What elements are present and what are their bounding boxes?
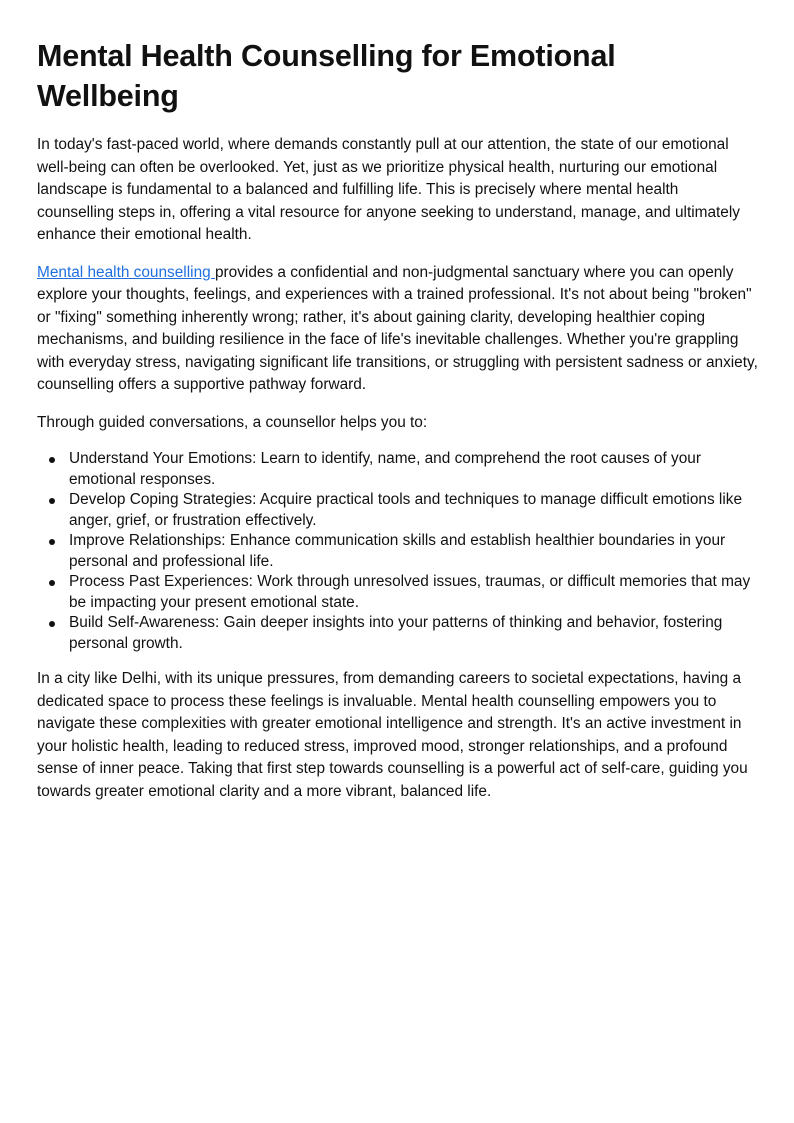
list-item-text: Process Past Experiences: Work through unresolved issues, traumas, or difficult memories that may be impacting your present emotional state.: [69, 573, 751, 611]
list-item: [37, 490, 759, 531]
bullet-icon: [49, 457, 55, 463]
list-item: [37, 613, 759, 654]
list-item: [37, 572, 759, 613]
bullet-icon: [49, 498, 55, 504]
lead-in-paragraph: Through guided conversations, a counsellor helps you to:: [37, 413, 428, 431]
closing-paragraph: In a city like Delhi, with its unique pressures, from demanding careers to societal expectations, having a dedicated space to process these feelings is invaluable. Mental health counselling empowers you to navigate these complexities with greater emotional intelligence and strength. It's an active investment in your holistic health, leading to reduced stress, improved mood, stronger relationships, and a profound sense of inner peace. Taking that first step towards counselling is a powerful act of self-care, guiding you towards greater emotional clarity and a more vibrant, balanced life.: [37, 670, 748, 800]
bullet-icon: [49, 539, 55, 545]
description-paragraph: [37, 262, 759, 397]
document-page: [37, 36, 759, 818]
description-text: provides a confidential and non-judgmental sanctuary where you can openly explore your thoughts, feelings, and experiences with a trained professional. It's not about being "broken" or "fixing" something inherently wrong; rather, it's about gaining clarity, developing healthier coping mechanisms, and building resilience in the face of life's inevitable challenges. Whether you're grappling with everyday stress, navigating significant life transitions, or struggling with persistent sadness or anxiety, counselling offers a supportive pathway forward.: [37, 263, 758, 393]
list-item-text: Develop Coping Strategies: Acquire practical tools and techniques to manage difficult emotions like anger, grief, or frustration effectively.: [69, 491, 743, 529]
page-title: Mental Health Counselling for Emotional Wellbeing: [37, 39, 616, 113]
list-item: [37, 449, 759, 490]
list-item-text: Improve Relationships: Enhance communication skills and establish healthier boundaries in your personal and professional life.: [69, 532, 726, 570]
bullet-icon: [49, 580, 55, 586]
list-item-text: Understand Your Emotions: Learn to identify, name, and comprehend the root causes of your emotional responses.: [69, 450, 701, 488]
bullet-icon: [49, 621, 55, 627]
list-item: [37, 531, 759, 572]
intro-paragraph: In today's fast-paced world, where demands constantly pull at our attention, the state of our emotional well-being can often be overlooked. Yet, just as we prioritize physical health, nurturing our emotional landscape is fundamental to a balanced and fulfilling life. This is precisely where mental health counselling steps in, offering a vital resource for anyone seeking to understand, manage, and ultimately enhance their emotional health.: [37, 136, 740, 243]
list-item-text: Build Self-Awareness: Gain deeper insights into your patterns of thinking and behavior, fostering personal growth.: [69, 614, 723, 652]
benefits-list: [37, 449, 759, 654]
mental-health-counselling-link[interactable]: Mental health counselling: [37, 263, 215, 281]
